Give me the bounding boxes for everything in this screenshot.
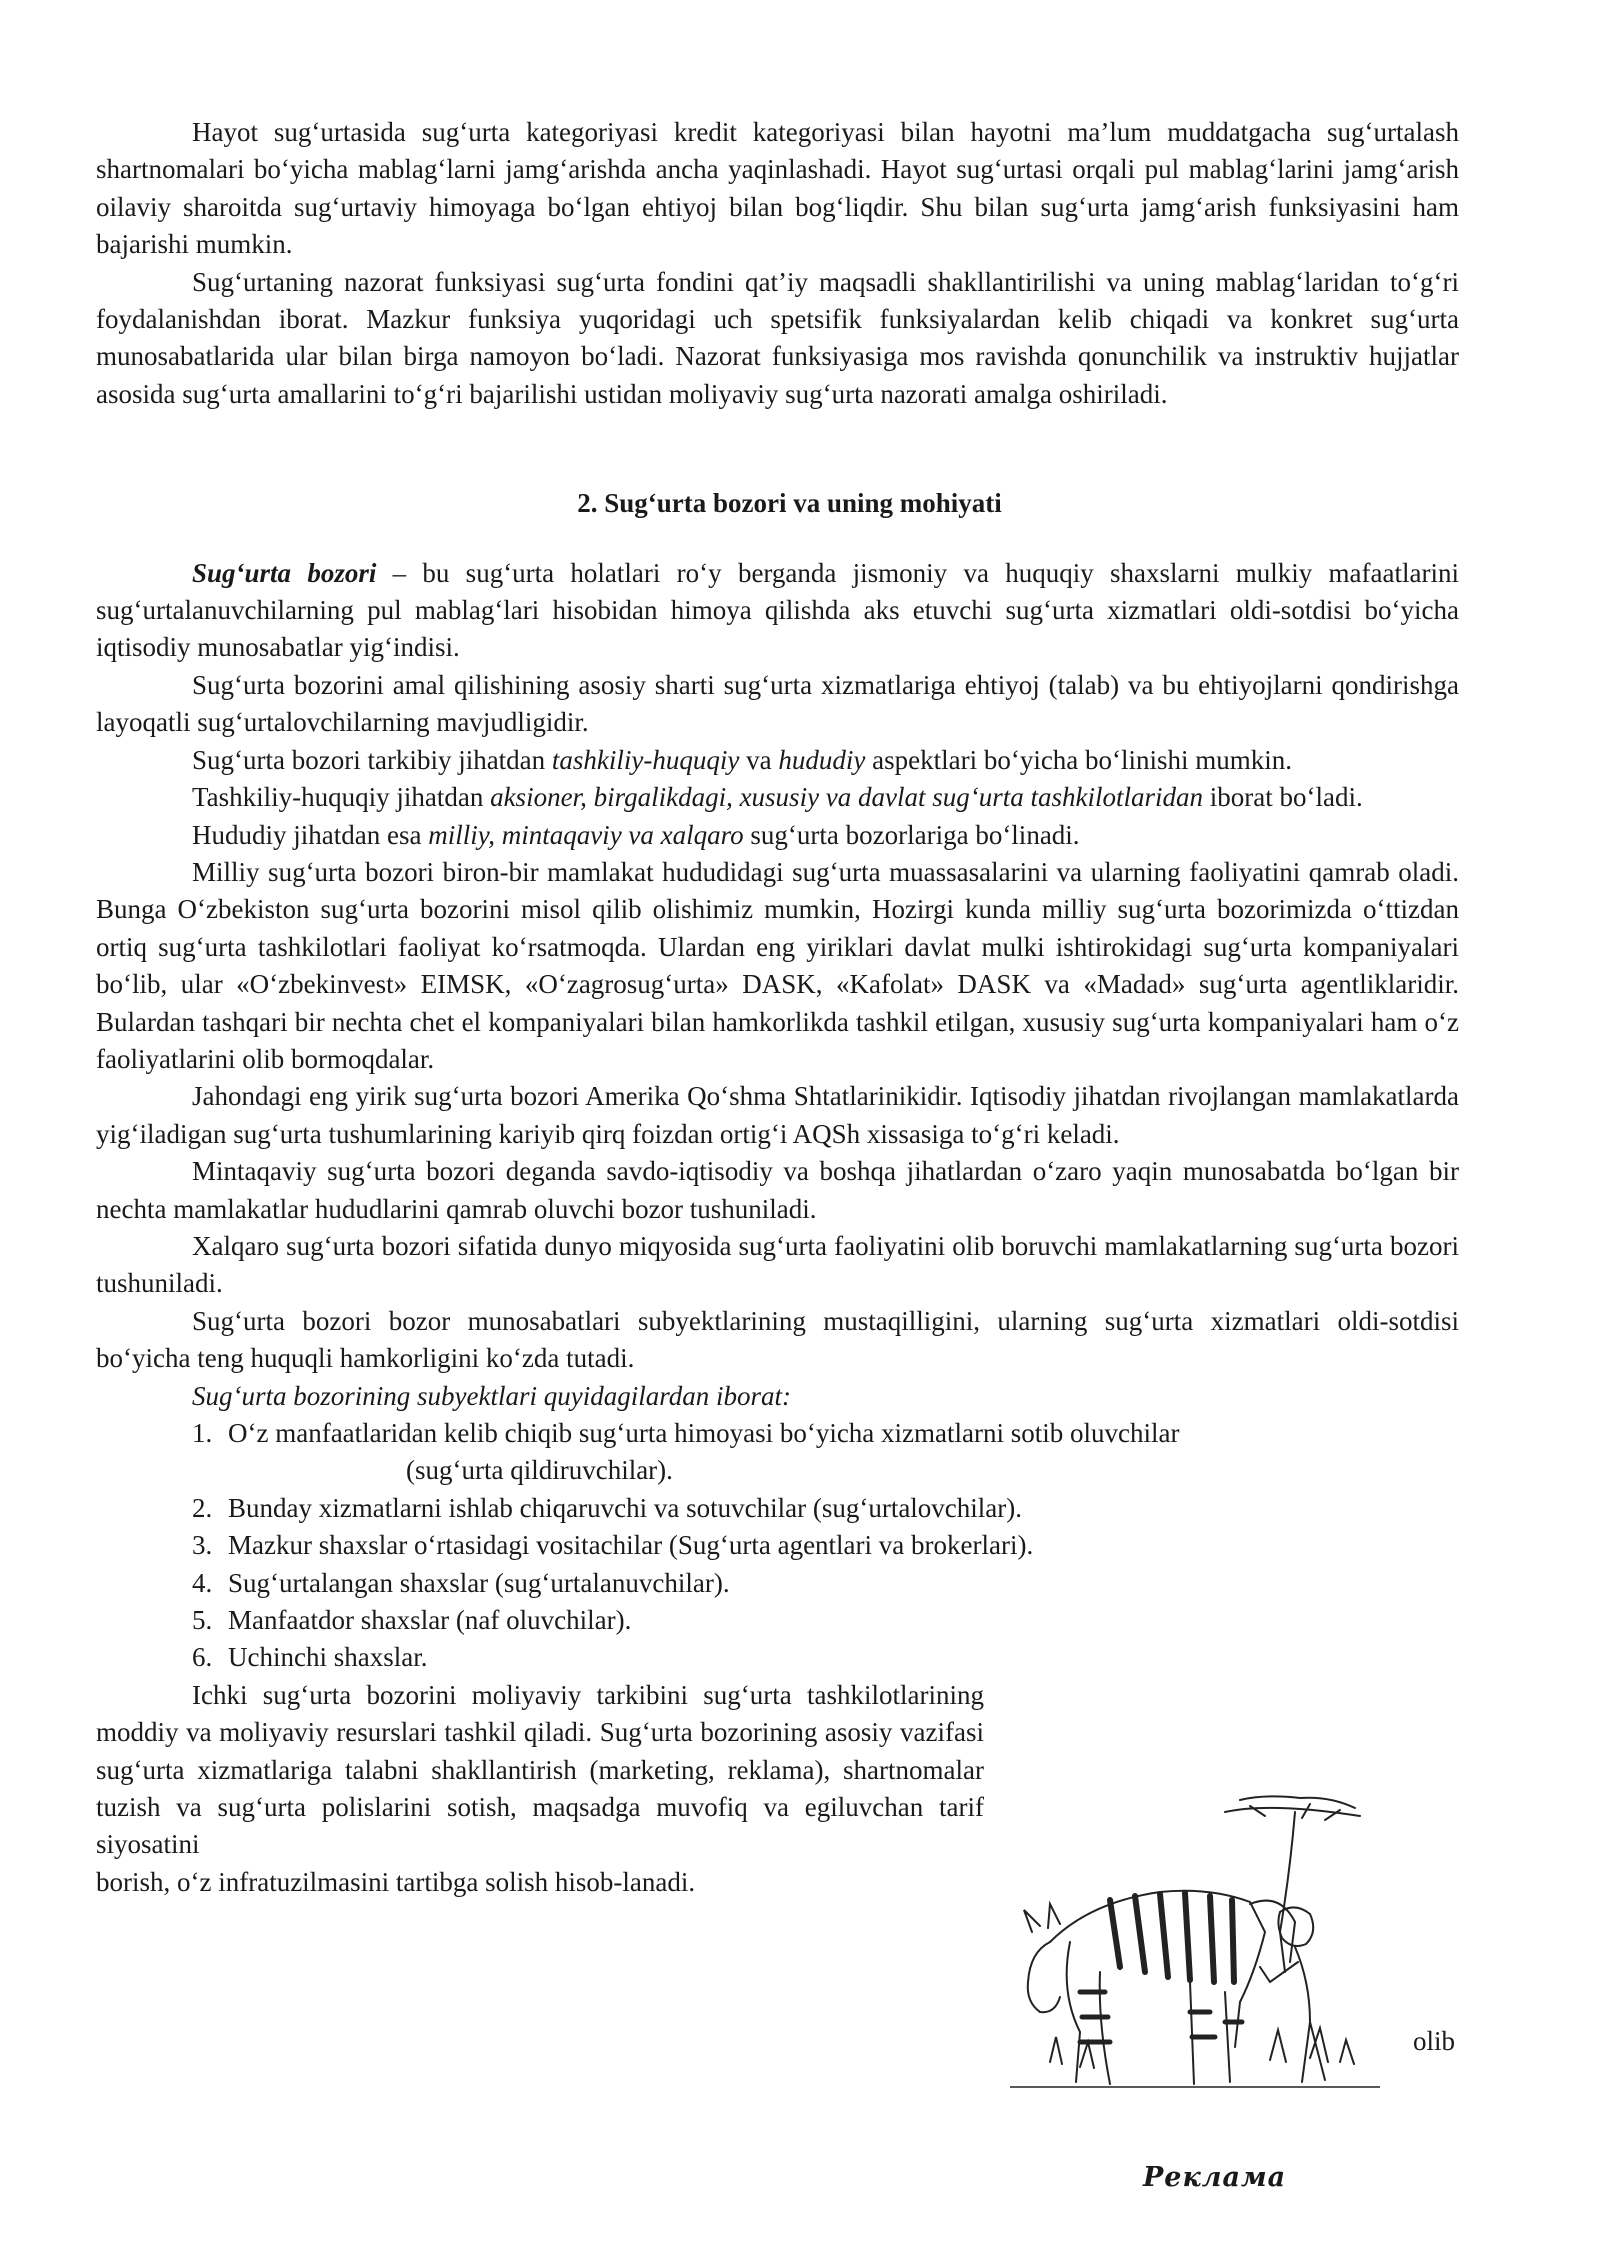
text-run: Hududiy jihatdan esa: [192, 819, 429, 850]
paragraph-independence: Sug‘urta bozori bozor munosabatlari subyektlarining mustaqilligini, ularning sug‘urta xizmatlari oldi-sotdisi bo‘yicha teng huquqli hamkorligini ko‘zda tutadi.: [96, 1305, 1459, 1374]
list-number: 3.: [192, 1530, 213, 1561]
list-text: O‘z manfaatlaridan kelib chiqib sug‘urta himoyasi bo‘yicha xizmatlarni sotib oluvchilar: [228, 1418, 1180, 1448]
italic-term: tashkiliy-huquqiy: [551, 744, 740, 775]
paragraph-regional-market: Mintaqaviy sug‘urta bozori deganda savdo-iqtisodiy va boshqa jihatlardan o‘zaro yaqin munosabatda bo‘lgan bir nechta mamlakatlar hududlarini qamrab oluvchi bozor tushuniladi.: [96, 1156, 1459, 1224]
list-item: [192, 1565, 1459, 1602]
paragraph-regional-split: [96, 817, 1459, 854]
italic-term: milliy, mintaqaviy va xalqaro: [428, 819, 744, 850]
text-run: sug‘urta bozorlariga bo‘linadi.: [743, 819, 1080, 850]
list-item: [192, 1639, 1459, 1676]
text-run: va: [739, 744, 779, 775]
paragraph-internal-market-end: borish, o‘z infratuzilmasini tartibga solish hisob-lanadi.: [96, 1866, 696, 1897]
section-title: 2. Sug‘urta bozori va uning mohiyati: [577, 488, 1002, 519]
paragraph-structure: [96, 742, 1459, 779]
paragraph-national-market: Milliy sug‘urta bozori biron-bir mamlakat hududidagi sug‘urta muassasalarini va ularning faoliyatini qamrab oladi. Bunga O‘zbekiston sug‘urta bozorini misol qilib olishimiz mumkin, Hozirgi kunda milliy sug‘urta bozorimizda o‘ttizdan ortiq sug‘urta tashkilotlari faoliyat ko‘rsatmoqda. Ulardan eng yiriklari davlat mulki ishtirokidagi sug‘urta kompaniyalari bo‘lib, ular «O‘zbekinvest» EIMSK, «O‘zagrosug‘urta» DASK, «Kafolat» DASK va «Madad» sug‘urta agentliklaridir. Bulardan tashqari bir nechta chet el kompaniyalari bilan hamkorlikda tashkil etilgan, xususiy sug‘urta kompaniyalari ham o‘z faoliyatlarini olib bormoqdalar.: [96, 856, 1459, 1074]
list-number: 4.: [192, 1567, 213, 1598]
paragraph-world-market: Jahondagi eng yirik sug‘urta bozori Amerika Qo‘shma Shtatlarinikidir. Iqtisodiy jihatdan rivojlangan mamlakatlarda yig‘iladigan sug‘urta tushumlarining kariyib qirq foizdan ortig‘i AQSh xissasiga to‘g‘ri keladi.: [96, 1081, 1459, 1149]
body-text: [96, 114, 1459, 1901]
list-item: [192, 1490, 1459, 1527]
list-text: Mazkur shaxslar o‘rtasidagi vositachilar (Sug‘urta agentlari va brokerlari).: [228, 1530, 1034, 1561]
list-text-continued: (sug‘urta qildiruvchilar).: [406, 1455, 673, 1486]
definition-text: – bu sug‘urta holatlari ro‘y berganda jismoniy va huquqiy shaxslarni mulkiy mafaatlarini sug‘urtalanuvchilarning pul mablag‘lari hisobidan himoya qilishda aks etuvchi sug‘urta xizmatlari oldi-sotdisi bo‘yicha iqtisodiy munosabatlar yig‘indisi.: [96, 557, 1459, 663]
text-run: Sug‘urta bozori tarkibiy jihatdan: [192, 744, 552, 775]
subjects-heading: Sug‘urta bozorining subyektlari quyidagilardan iborat:: [192, 1380, 791, 1411]
paragraph-organizational: [96, 779, 1459, 816]
list-number: 6.: [192, 1642, 213, 1673]
list-number: 5.: [192, 1605, 213, 1636]
text-run: iborat bo‘ladi.: [1203, 782, 1363, 813]
paragraph-control-function: Sug‘urtaning nazorat funksiyasi sug‘urta fondini qat’iy maqsadli shakllantirilishi va uning mablag‘laridan to‘g‘ri foydalanishdan iborat. Mazkur funksiya yuqoridagi uch spetsifik funksiyalardan kelib chiqadi va konkret sug‘urta munosabatlarida ular bilan birga namoyon bo‘ladi. Nazorat funksiyasiga mos ravishda qonunchilik va instruktiv hujjatlar asosida sug‘urta amallarini to‘g‘ri bajarilishi ustidan moliyaviy sug‘urta nazorati amalga oshiriladi.: [96, 266, 1459, 409]
paragraph-life-insurance: Hayot sug‘urtasida sug‘urta kategoriyasi kredit kategoriyasi bilan hayotni ma’lum muddatgacha sug‘urtalash shartnomalari bo‘yicha mablag‘larni jamg‘arishda ancha yaqinlashadi. Hayot sug‘urtasi orqali pul mablag‘larini jamg‘arish oilaviy sharoitda sug‘urtaviy himoyaga bo‘lgan ehtiyoj bilan bog‘liqdir. Shu bilan sug‘urta jamg‘arish funksiyasini ham bajarishi mumkin.: [96, 117, 1459, 260]
list-text: Uchinchi shaxslar.: [228, 1642, 428, 1673]
list-item: [192, 1527, 1459, 1564]
list-number: 2.: [192, 1492, 213, 1523]
subjects-list: [96, 1415, 1459, 1677]
text-run: Tashkiliy-huquqiy jihatdan: [192, 782, 491, 813]
list-item: [192, 1415, 1459, 1490]
list-item: [192, 1602, 1459, 1639]
italic-term: aksioner, birgalikdagi, xususiy va davlat sug‘urta tashkilotlaridan: [490, 782, 1204, 813]
ad-caption: Реклама: [1143, 2162, 1287, 2193]
paragraph-internal-market: Ichki sug‘urta bozorini moliyaviy tarkibini sug‘urta tashkilotlarining moddiy va moliyaviy resurslari tashkil qiladi. Sug‘urta bozorining asosiy vazifasi sug‘urta xizmatlariga talabni shakllantirish (marketing, reklama), shartnomalar tuzish va sug‘urta polislarini sotish, maqsadga muvofiq va egiluvchan tarif siyosatini: [96, 1679, 984, 1860]
wrapped-word-olib: olib: [1413, 2026, 1456, 2056]
list-text: Bunday xizmatlarni ishlab chiqaruvchi va sotuvchilar (sug‘urtalovchilar).: [228, 1492, 1023, 1523]
paragraph-condition: Sug‘urta bozorini amal qilishining asosiy sharti sug‘urta xizmatlariga ehtiyoj (talab) va bu ehtiyojlarni qondirishga layoqatli sug‘urtalovchilarning mavjudligidir.: [96, 669, 1459, 738]
definition-term: Sug‘urta bozori: [192, 557, 377, 588]
list-text: Sug‘urtalangan shaxslar (sug‘urtalanuvchilar).: [228, 1567, 730, 1598]
list-number: 1.: [192, 1418, 213, 1448]
paragraph-international-market: Xalqaro sug‘urta bozori sifatida dunyo miqyosida sug‘urta faoliyatini olib boruvchi mamlakatlarning sug‘urta bozori tushuniladi.: [96, 1230, 1459, 1299]
text-run: aspektlari bo‘yicha bo‘linishi mumkin.: [865, 744, 1293, 775]
italic-term: hududiy: [778, 744, 866, 775]
paragraph-definition: [96, 555, 1459, 667]
ad-illustration: [1010, 1792, 1380, 2102]
list-text: Manfaatdor shaxslar (naf oluvchilar).: [228, 1605, 632, 1636]
